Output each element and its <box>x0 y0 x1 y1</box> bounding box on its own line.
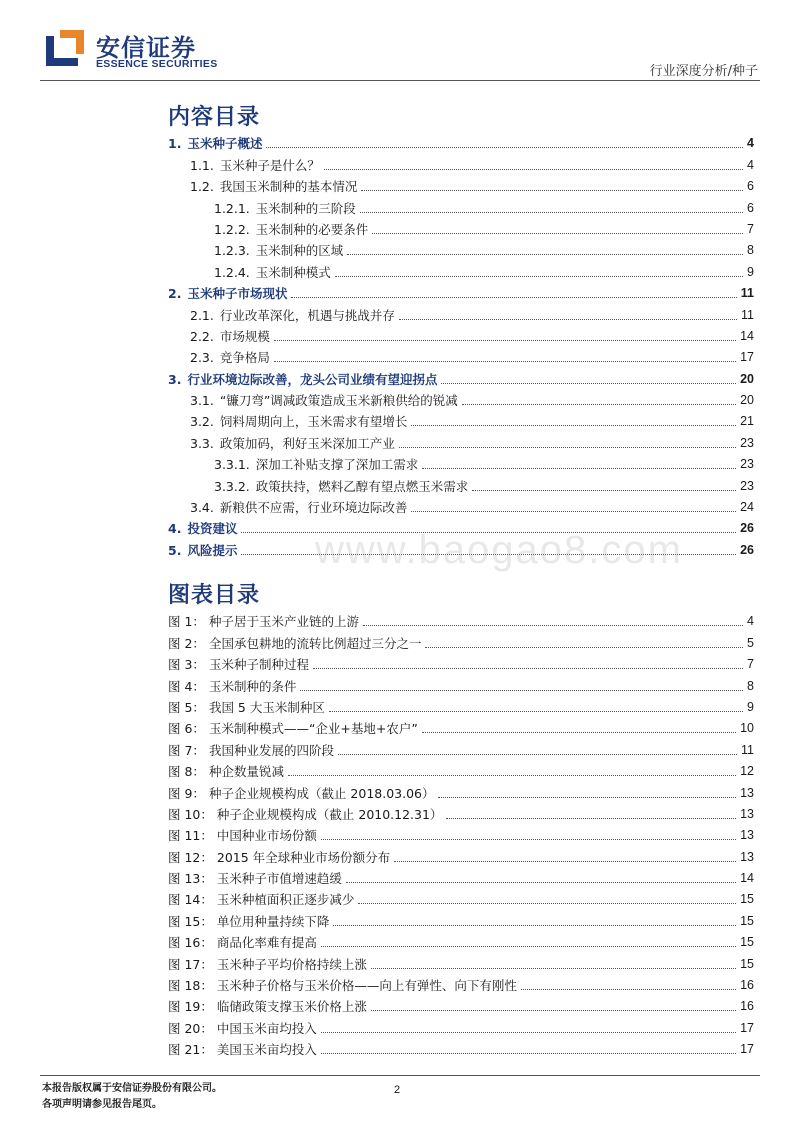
dot-leader <box>411 511 736 512</box>
toc-entry[interactable] <box>168 472 754 493</box>
dot-leader <box>372 233 743 234</box>
figure-entry-title: 美国玉米亩均投入 <box>216 1042 317 1058</box>
figure-entry[interactable] <box>168 779 754 800</box>
dot-leader <box>361 190 743 191</box>
toc-entry[interactable] <box>168 344 754 365</box>
figure-entry-title: 我国 5 大玉米制种区 <box>208 699 325 715</box>
company-name-cn: 安信证券 <box>96 34 196 62</box>
figure-entry-number: 图 2： <box>168 635 205 651</box>
dot-leader <box>371 968 736 969</box>
figure-entry-number: 图 16： <box>168 935 213 951</box>
dot-leader <box>411 425 736 426</box>
figure-entry-page: 17 <box>740 1042 754 1057</box>
toc-entry-page: 14 <box>740 328 754 343</box>
toc-entry-number: 1.2. <box>190 179 214 195</box>
dot-leader <box>425 647 743 648</box>
dot-leader <box>324 169 743 170</box>
figure-entry-number: 图 4： <box>168 678 205 694</box>
toc-entry-page: 11 <box>740 286 754 301</box>
toc-entry[interactable] <box>168 280 754 301</box>
dot-leader <box>335 276 743 277</box>
figures-title: 图表目录 <box>168 583 261 608</box>
toc-entry-number: 3. <box>168 371 182 387</box>
dot-leader <box>521 989 736 990</box>
figure-entry-number: 图 7： <box>168 742 205 758</box>
toc-entry-title: 新粮供不应需，行业环境边际改善 <box>219 500 408 516</box>
figure-entry-title: 玉米制种的条件 <box>208 678 297 694</box>
toc-entry[interactable] <box>168 387 754 408</box>
dot-leader <box>394 861 736 862</box>
toc-entry[interactable] <box>168 216 754 237</box>
dot-leader <box>371 1010 736 1011</box>
toc-entry[interactable] <box>168 173 754 194</box>
company-name-en: ESSENCE SECURITIES <box>96 58 218 70</box>
figure-entry-title: 玉米种植面积正逐步减少 <box>216 892 355 908</box>
figure-entry-number: 图 11： <box>168 828 213 844</box>
toc-title: 内容目录 <box>168 105 261 130</box>
figure-entry-number: 图 13： <box>168 871 213 887</box>
figure-entry-title: 玉米种子价格与玉米价格——向上有弹性、向下有刚性 <box>216 978 517 994</box>
figure-entry-title: 中国种业市场份额 <box>216 828 317 844</box>
figure-entry-number: 图 5： <box>168 699 205 715</box>
toc-entry-title: 玉米种子概述 <box>187 136 263 152</box>
table-of-contents <box>168 130 754 558</box>
report-category: 行业深度分析/种子 <box>649 64 758 79</box>
dot-leader <box>438 797 736 798</box>
watermark: www.baogao8.com <box>315 528 683 572</box>
toc-entry-page: 8 <box>747 243 754 258</box>
dot-leader <box>347 254 743 255</box>
figure-entry-title: 玉米种子平均价格持续上涨 <box>216 956 367 972</box>
toc-entry-title: 行业环境边际改善，龙头公司业绩有望迎拐点 <box>187 371 438 387</box>
toc-entry-number: 5. <box>168 542 182 558</box>
figure-entry[interactable] <box>168 1014 754 1035</box>
figure-entry-number: 图 8： <box>168 764 205 780</box>
figure-entry[interactable] <box>168 651 754 672</box>
toc-entry-page: 20 <box>740 371 754 386</box>
figure-entry-page: 13 <box>740 806 754 821</box>
figure-entry-page: 10 <box>740 721 754 736</box>
header-divider <box>40 80 760 81</box>
figure-entry-title: 玉米种子市值增速趋缓 <box>216 871 342 887</box>
dot-leader <box>363 625 743 626</box>
toc-entry-title: 玉米种子市场现状 <box>187 286 288 302</box>
figure-entry[interactable] <box>168 993 754 1014</box>
dot-leader <box>288 775 736 776</box>
figure-entry-title: 玉米制种模式——“企业+基地+农户” <box>208 721 418 737</box>
figure-entry-number: 图 3： <box>168 657 205 673</box>
figure-entry-page: 8 <box>747 678 754 693</box>
toc-entry-number: 3.2. <box>190 414 214 430</box>
figure-entry[interactable] <box>168 843 754 864</box>
toc-entry-title: 玉米制种的区域 <box>255 243 344 259</box>
toc-entry-title: 市场规模 <box>219 328 270 344</box>
toc-entry-title: “镰刀弯”调减政策造成玉米新粮供给的锐减 <box>219 393 458 409</box>
toc-entry-title: 政策加码，利好玉米深加工产业 <box>219 435 395 451</box>
toc-entry-number: 3.3. <box>190 435 214 451</box>
figure-entry-page: 15 <box>740 892 754 907</box>
figure-entry-title: 玉米种子制种过程 <box>208 657 309 673</box>
toc-entry-number: 1.2.1. <box>214 200 250 216</box>
dot-leader <box>333 925 736 926</box>
toc-entry[interactable] <box>168 301 754 322</box>
toc-entry[interactable] <box>168 151 754 172</box>
toc-entry-title: 玉米制种的三阶段 <box>255 200 356 216</box>
page-header <box>0 0 800 82</box>
figure-entry[interactable] <box>168 907 754 928</box>
dot-leader <box>321 1053 736 1054</box>
figure-entry[interactable] <box>168 929 754 950</box>
figure-entry-page: 12 <box>740 764 754 779</box>
toc-entry-page: 26 <box>740 542 754 557</box>
footer-copyright: 本报告版权属于安信证券股份有限公司。 <box>42 1083 222 1094</box>
toc-entry-page: 23 <box>740 478 754 493</box>
figure-entry-title: 种企数量锐减 <box>208 764 284 780</box>
toc-entry-number: 3.3.2. <box>214 478 250 494</box>
figure-entry[interactable] <box>168 736 754 757</box>
dot-leader <box>338 754 737 755</box>
toc-entry[interactable] <box>168 258 754 279</box>
page-number: 2 <box>394 1084 401 1096</box>
toc-entry-page: 17 <box>740 350 754 365</box>
toc-entry-number: 1.2.3. <box>214 243 250 259</box>
figure-entry-page: 16 <box>740 978 754 993</box>
figure-entry-number: 图 18： <box>168 978 213 994</box>
toc-entry-page: 11 <box>741 307 754 322</box>
toc-entry-number: 1.2.2. <box>214 221 250 237</box>
dot-leader <box>274 340 736 341</box>
figure-entry-number: 图 20： <box>168 1020 213 1036</box>
dot-leader <box>313 668 743 669</box>
figure-entry-number: 图 15： <box>168 913 213 929</box>
figure-entry-page: 17 <box>740 1020 754 1035</box>
figure-entry-title: 单位用种量持续下降 <box>216 913 330 929</box>
dot-leader <box>358 903 736 904</box>
toc-entry-page: 20 <box>740 393 754 408</box>
figure-entry-number: 图 12： <box>168 849 213 865</box>
figure-entry-page: 15 <box>740 956 754 971</box>
figure-entry-number: 图 1： <box>168 614 205 630</box>
dot-leader <box>422 732 736 733</box>
figure-entry[interactable] <box>168 1036 754 1057</box>
figure-entry-page: 11 <box>741 742 754 757</box>
toc-entry-page: 23 <box>740 435 754 450</box>
toc-entry-title: 投资建议 <box>187 521 238 537</box>
toc-entry[interactable] <box>168 194 754 215</box>
toc-entry-title: 深加工补贴支撑了深加工需求 <box>255 457 419 473</box>
toc-entry[interactable] <box>168 451 754 472</box>
figure-entry-title: 2015 年全球种业市场份额分布 <box>216 849 391 865</box>
dot-leader <box>300 690 743 691</box>
toc-entry[interactable] <box>168 237 754 258</box>
figure-entry[interactable] <box>168 886 754 907</box>
toc-entry-page: 23 <box>740 457 754 472</box>
toc-entry-number: 3.1. <box>190 393 214 409</box>
figure-entry-number: 图 19： <box>168 999 213 1015</box>
dot-leader <box>446 818 736 819</box>
figure-entry-title: 商品化率难有提高 <box>216 935 317 951</box>
toc-entry-page: 7 <box>747 221 754 236</box>
toc-entry-title: 饲料周期向上，玉米需求有望增长 <box>219 414 408 430</box>
figure-entry[interactable] <box>168 608 754 629</box>
toc-entry-page: 4 <box>747 157 754 172</box>
toc-entry-number: 3.3.1. <box>214 457 250 473</box>
toc-entry-title: 风险提示 <box>187 542 238 558</box>
figure-entry-page: 13 <box>740 785 754 800</box>
dot-leader <box>346 882 736 883</box>
toc-entry-title: 我国玉米制种的基本情况 <box>219 179 358 195</box>
figure-entry-title: 种子居于玉米产业链的上游 <box>208 614 359 630</box>
figure-entry-page: 5 <box>747 635 754 650</box>
toc-entry-number: 2.1. <box>190 307 214 323</box>
dot-leader <box>291 297 736 298</box>
toc-entry[interactable] <box>168 323 754 344</box>
toc-entry-title: 行业改革深化，机遇与挑战并存 <box>219 307 395 323</box>
figure-entry[interactable] <box>168 865 754 886</box>
footer-notice: 各项声明请参见报告尾页。 <box>42 1099 162 1110</box>
toc-entry-number: 3.4. <box>190 500 214 516</box>
toc-entry[interactable] <box>168 494 754 515</box>
figure-entry-page: 7 <box>747 657 754 672</box>
dot-leader <box>321 946 736 947</box>
figure-entry-number: 图 6： <box>168 721 205 737</box>
figure-entry-number: 图 10： <box>168 806 213 822</box>
figure-entry[interactable] <box>168 822 754 843</box>
toc-entry-title: 竞争格局 <box>219 350 270 366</box>
figure-entry-page: 9 <box>747 699 754 714</box>
toc-entry-number: 4. <box>168 521 182 537</box>
figure-entry[interactable] <box>168 629 754 650</box>
dot-leader <box>329 711 743 712</box>
figure-entry-title: 中国玉米亩均投入 <box>216 1020 317 1036</box>
toc-entry-title: 玉米种子是什么？ <box>219 157 320 173</box>
figure-entry-title: 全国承包耕地的流转比例超过三分之一 <box>208 635 422 651</box>
figure-entry[interactable] <box>168 801 754 822</box>
essence-logo-icon <box>42 28 86 68</box>
toc-entry-number: 2.3. <box>190 350 214 366</box>
toc-entry[interactable] <box>168 429 754 450</box>
figure-entry-page: 15 <box>740 913 754 928</box>
dot-leader <box>360 212 743 213</box>
toc-entry[interactable] <box>168 365 754 386</box>
dot-leader <box>321 839 736 840</box>
list-of-figures <box>168 608 754 1057</box>
dot-leader <box>441 383 736 384</box>
figure-entry-page: 13 <box>740 849 754 864</box>
figure-entry-page: 13 <box>740 828 754 843</box>
toc-entry[interactable] <box>168 130 754 151</box>
figure-entry[interactable] <box>168 972 754 993</box>
figure-entry[interactable] <box>168 694 754 715</box>
footer-disclaimer <box>42 1081 222 1113</box>
figure-entry-number: 图 14： <box>168 892 213 908</box>
toc-entry-page: 26 <box>740 521 754 536</box>
figure-entry-title: 我国种业发展的四阶段 <box>208 742 334 758</box>
dot-leader <box>266 147 743 148</box>
toc-entry-page: 21 <box>740 414 754 429</box>
figure-entry-page: 4 <box>747 614 754 629</box>
dot-leader <box>462 404 736 405</box>
dot-leader <box>274 361 736 362</box>
figure-entry-number: 图 9： <box>168 785 205 801</box>
figure-entry[interactable] <box>168 758 754 779</box>
footer-divider <box>40 1075 760 1076</box>
toc-entry-title: 玉米制种模式 <box>255 264 331 280</box>
toc-entry-number: 1. <box>168 136 182 152</box>
toc-entry-number: 1.1. <box>190 157 214 173</box>
figure-entry[interactable] <box>168 715 754 736</box>
figure-entry-page: 16 <box>740 999 754 1014</box>
toc-entry-page: 24 <box>740 500 754 515</box>
toc-entry-title: 政策扶持，燃料乙醇有望点燃玉米需求 <box>255 478 469 494</box>
dot-leader <box>321 1032 736 1033</box>
toc-entry-number: 2.2. <box>190 328 214 344</box>
dot-leader <box>399 319 737 320</box>
toc-entry-title: 玉米制种的必要条件 <box>255 221 369 237</box>
toc-entry-page: 6 <box>747 200 754 215</box>
toc-entry[interactable] <box>168 408 754 429</box>
toc-entry-page: 9 <box>747 264 754 279</box>
figure-entry-page: 14 <box>740 871 754 886</box>
toc-entry-number: 1.2.4. <box>214 264 250 280</box>
toc-entry-page: 6 <box>747 179 754 194</box>
toc-entry-number: 2. <box>168 286 182 302</box>
figure-entry-title: 种子企业规模构成（截止 2010.12.31） <box>216 806 443 822</box>
figure-entry[interactable] <box>168 672 754 693</box>
dot-leader <box>472 490 736 491</box>
toc-entry-page: 4 <box>747 136 754 151</box>
dot-leader <box>399 447 736 448</box>
dot-leader <box>422 468 736 469</box>
figure-entry-number: 图 17： <box>168 956 213 972</box>
figure-entry-title: 种子企业规模构成（截止 2018.03.06） <box>208 785 435 801</box>
figure-entry[interactable] <box>168 950 754 971</box>
figure-entry-page: 15 <box>740 935 754 950</box>
figure-entry-title: 临储政策支撑玉米价格上涨 <box>216 999 367 1015</box>
figure-entry-number: 图 21： <box>168 1042 213 1058</box>
